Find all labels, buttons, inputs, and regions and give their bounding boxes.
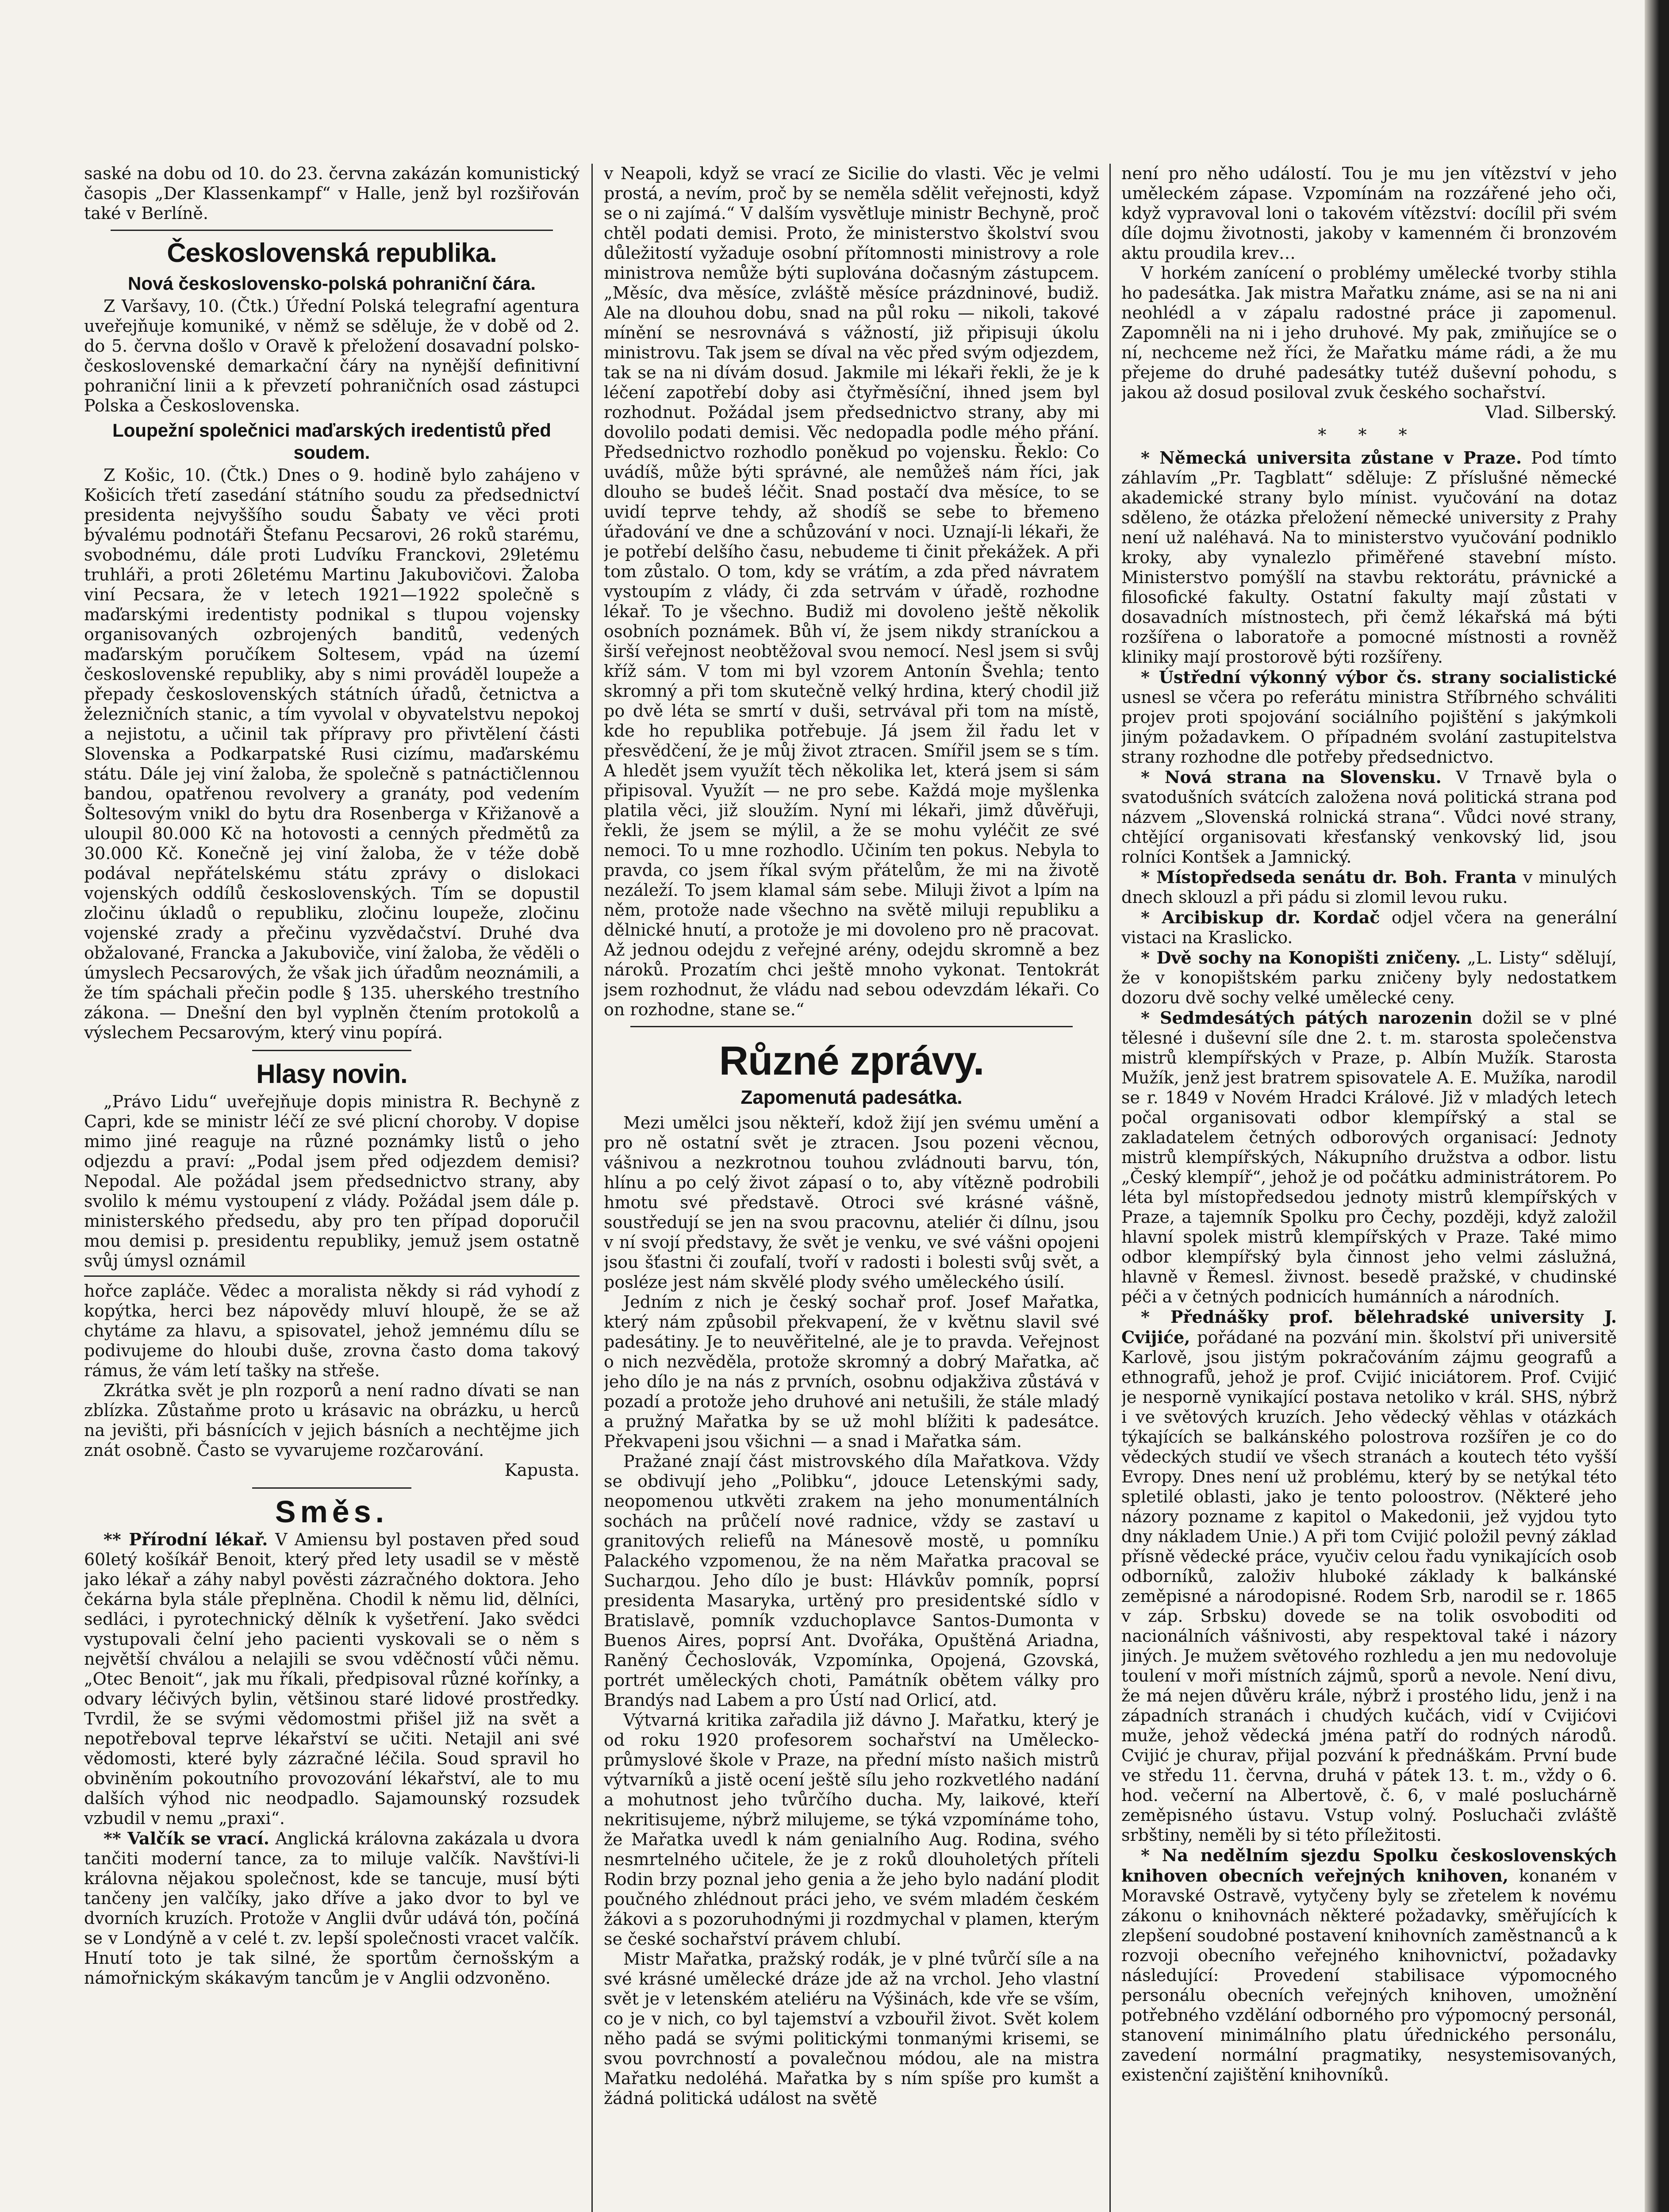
- article-text-soud: Z Košic, 10. (Čtk.) Dnes o 9. hodině bylo zahájeno v Košicích třetí zasedání státního soudu za předsednictví presidenta nejvyššího soudu Šabaty ve věci proti bývalému podnotáři Štefanu Pecsarovi, 26 roků starému, svobodnému, dále proti Ludvíku Franckovi, 29letému truhláři, a proti 26letému Martinu Jakubovičovi. Žaloba viní Pecsara, že v letech 1921—1922 společně s maďarskými iredentisty podnikal s tlupou vojensky organisovaných ozbrojených banditů, vedených maďarským poručíkem Soltesem, vpád na území československé republiky, aby s nimi prováděl loupeže a přepady československých státních úřadů, četnictva a železničních stanic, a tím vyvolal v obyvatelstvu nepokoj a nejistotu, a učinil tak přípravy pro přivtělení části Slovenska a Podkarpatské Rusi cizímu, maďarskému státu. Dále jej viní žaloba, že společně s patnáctičlennou bandou, opatřenou revolvery a granáty, pod vedením Šoltesovým vnikl do bytu dra Rosenberga v Křižanově a uloupil 80.000 Kč na hotovosti a cenných předmětů za 30.000 Kč. Konečně jej viní žaloba, že v téže době podával nepřátelskému státu zprávy o dislokaci vojenských oddílů československých. Tím se dopustil zločinu úkladů o republiku, zločinu loupeže, zločinu vojenské zrady a přečinu vyzvědačství. Druhé dva obžalované, Francka a Jakuboviče, viní žaloba, že věděli o úmyslech Pecsarových, že však jich úřadům neoznámili, a že tím spáchali přečin podle § 135. uherského trestního zákona. — Dnešní den byl vyplněn čtením protokolů a výslechem Pecsarovým, který vinu popírá.: [84, 465, 579, 1042]
- news-title-universita: * Německá universita zůstane v Praze.: [1141, 448, 1522, 468]
- news-title-kordac: * Arcibiskup dr. Kordač: [1141, 907, 1380, 927]
- section-title-smes: Směs.: [275, 1494, 389, 1529]
- section-title-ruzne-zpravy: Různé zprávy.: [719, 1038, 984, 1083]
- section-title-ceskoslovenska-republika: Československá republika.: [167, 238, 497, 268]
- column-1: [84, 164, 579, 2212]
- article-text-padesatka-3: Pražané znají část mistrovského díla Mařatkova. Vždy se obdivují jeho „Polibku“, jdouce Letenskými sady, neopomenou utkvěti zrakem na jeho monumentálních sochách na průčelí nové radnice, vždy se zastaví u granitových reliefů na Mánesově mostě, u pomníku Palackého vzpomenou, že na něm Mařatka pracoval se Sucharдou. Jeho dílo je bust: Hlávkův pomník, poprsí presidenta Masaryka, urtěný pro presidentské sídlo v Bratislavě, pomník vzduchoplavce Santos-Dumonta v Buenos Aires, poprsí Ant. Dvořáka, Opuštěná Ariadna, Raněný Čechoslovák, Vzpomínka, Opojená, Gzovská, portrét uměleckých choti, Památník obětem války pro Brandýs nad Labem a pro Ústí nad Orlicí, atd.: [604, 1452, 1099, 1710]
- news-title-franta: * Místopředseda senátu dr. Boh. Franta: [1141, 867, 1517, 887]
- news-title-strana: * Nová strana na Slovensku.: [1141, 767, 1442, 787]
- news-text-narozeniny: dožil se v plné tělesné i duševní síle dne 2. t. m. starosta společenstva mistrů klempířských v Praze, p. Albín Mužík. Starosta Mužík, jenž jest bratrem spisovatele A. E. Mužíka, narodil se r. 1849 v Novém Hradci Králové. Již v mladých letech počal organisovati odbor klempířský a stal se zakladatelem četných odborových organisací: Jednoty mistrů klempířských, Nákupního družstva a odbor. listu „Český klempíř“, jehož je od počátku administrátorem. Po léta byl místopředsedou jednoty mistrů klempířských v Praze, a tajemník Spolku pro Čechy, později, když založil hlavní spolek mistrů klempířských v Praze. Také mimo odbor klempířský byla činnost jeho velmi záslužná, hlavně v Řemesl. živnost. besedě pražské, v chudinské péči a v četných podnicích humánních a národních.: [1121, 1008, 1617, 1306]
- news-text-cvijic: pořádané na pozvání min. školství při universitě Karlově, jsou jistým pokračováním zájmu geografů a ethnografů, jehož je prof. Cvijić iniciátorem. Prof. Cvijić je nesporně vynikající postava netoliko v král. SHS, nýbrž i ve světových kruzích. Jeho vědecký věhlas v otázkách týkajících se balkánského polostrova rozšířen je co do vědeckých studií ve všech stranách a koutech této vyšší Evropy. Dnes není už problému, který by se netýkal této spletilé oblasti, jako je tento poloostrov. (Některé jeho názory pozname z kapitol o Makedonii, jež vyjdou tyto dny nákladem Unie.) A při tom Cvijić položil pevný základ přísně vědecké práce, vyučiv celou řadu vynikajících osob odborníků, založiv hluboké základy k balkánské zeměpisné a národopisné. Rodem Srb, narodil se r. 1865 v záp. Srbsku) dovede se na tolik osvoboditi od nacionálních vášnivosti, aby respektoval také i názory jiných. Je mužem světového rozhledu a jen mu nedovoluje toulení v moři místních zájmů, sporů a nevole. Není divu, že má nejen důvěru krále, nýbrž i prostého lidu, jenž i na západních stranách i chudých kučách, vidí v Cvijićovi muže, jehož vědecká jména patří do rodných národů. Cvijić je churav, přijal pozvání k přednáškám. První bude ve středu 11. června, druhá v pátek 13. t. m., vždy o 6. hod. večerní na Albertově, č. 6, v malé posluchárně zeměpisného ústavu. Vstup volný. Posluchači zvláště srbštiny, neměli by si této příležitosti.: [1121, 1328, 1617, 1845]
- newspaper-page: [84, 164, 1623, 2212]
- news-title-vybor: * Ústřední výkonný výbor čs. strany socialistické: [1141, 667, 1617, 687]
- divider: [111, 230, 553, 231]
- article-text-padesatka-1: Mezi umělci jsou někteří, kdož žijí jen svému umění a pro ně ostatní svět je ztracen. Jsou pozeni věcnou, vášnivou a nezkrotnou touhou zvládnouti barvu, tón, hlínu a po celý život zápasí o to, aby vítězně podrobili hmotu své představě. Otroci své krásné vášně, soustředují se jen na svou pracovnu, ateliér či dílnu, jsou v ní svojí představy, že svět je venku, ve své vášni opojeni jsou šťastni či zoufalí, tvoří v radosti i bolesti svůj svět, a posléze jest nám skvělé plody svého uměleckého úsilí.: [604, 1113, 1099, 1292]
- article-text-padesatka-2: Jedním z nich je český sochař prof. Josef Mařatka, který nám způsobil překvapení, že v květnu slavil své padesátiny. Je to neuvěřitelné, ale je to pravda. Veřejnost o nich nezvěděla, protože skromný a dobrý Mařatka, ač jeho dílo je na nás z prvních, osobnu odjakživa zůstává v pozadí a protože jeho druhové ani netušili, že stále mladý a pružný Mařatka by se už mohl blížiti k padesátce. Překvapeni jsou všichni — a snad i Mařatka sám.: [604, 1292, 1099, 1451]
- separator-stars: * * *: [1318, 425, 1420, 445]
- item-text-valcik: Anglická královna zakázala u dvora tančiti moderní tance, za to miluje valčík. Navštívi-li královna nějakou společnost, kde se tancuje, musí býti tančeny jen valčíky, jako dříve a jako dvor to byl ve dvorních kruzích. Protože v Anglii dvůr udává tón, počíná se v Londýně a v celé t. zv. lepší společnosti vracet valčík. Hnutí toto je tak silné, že sportům černošským a námořnickým skákavým tancům je v Anglii odzvoněno.: [84, 1829, 579, 1988]
- item-title-lekar: ** Přírodní lékař.: [104, 1529, 268, 1549]
- column-divider-1: [591, 164, 593, 2212]
- column-2: [604, 164, 1099, 2212]
- news-title-knihovny: * Na nedělním sjezdu Spolku československých knihoven obecních veřejných knihoven,: [1121, 1845, 1617, 1886]
- column-divider-2: [1109, 164, 1111, 2212]
- column-3: [1121, 164, 1617, 2212]
- news-text-franta: v minulých dnech sklouzl a při pádu si zlomil levou ruku.: [1121, 868, 1617, 907]
- news-text-vybor: usnesl se včera po referátu ministra Stříbrného schváliti projev proti spojování sociálního pojištění s jakýmkoli jiným požadavkem. O případném svolání zastupitelstva strany rozhodne dle potřeby předsednictvo.: [1121, 687, 1617, 767]
- news-text-universita: Pod tímto záhlavím „Pr. Tagblatt“ sděluje: Z příslušné německé akademické strany bylo mínist. vyučování na dotaz sděleno, že otázka přeložení německé university z Prahy není už naléhavá. Na to ministerstvo vyučování podniklo kroky, aby vynalezlo přiměřené stavební místo. Ministerstvo pomýšlí na stavbu rektorátu, právnické a filosofické fakulty. Ostatní fakulty mají zůstati v dosavadních místnostech, při čemž lékařská má býti rozšířena o laboratoře a pomocné místnosti a rovněž kliniky mají prostorově býti rozšířeny.: [1121, 448, 1617, 667]
- padesatka-continued: není pro něho událostí. Tou je mu jen vítězství v jeho uměleckém zápase. Vzpomínám na rozzářené jeho oči, když vypravoval loni o takovém vítězství: docílil při svém díle dojmu životnosti, jakoby v kamenném či bronzovém aktu proudila krev…: [1121, 164, 1617, 263]
- article-title-padesatka: Zapomenutá padesátka.: [740, 1087, 963, 1108]
- author-signature: Vlad. Silberský.: [1485, 403, 1617, 422]
- news-title-cvijic: * Přednášky prof. bělehradské university J. Cvijiće,: [1121, 1307, 1617, 1347]
- intro-paragraph: saské na dobu od 10. do 23. června zakázán komunistický časopis „Der Klassenkampf“ v Halle, jenž byl rozšiřován také v Berlíně.: [84, 164, 579, 223]
- hlasy-text-2: hořce zapláče. Vědec a moralista někdy si rád vyhodí z kopýtka, herci bez nápovědy mluví hloupě, že se až chytáme za hlavu, a spisovatel, jehož jemnému dílu se podivujeme do hloubi duše, zrovna často doma takový rámus, že vám letí tašky na střeše.: [84, 1281, 579, 1380]
- item-text-lekar: V Amiensu byl postaven před soud 60letý košíkář Benoit, který před lety usadil se v městě jako lékař a záhy nabyl pověsti zázračného doktora. Jeho čekárna byla stále přeplněna. Chodil k němu lid, dělníci, sedláci, i pyrotechnický dělník k vyšetření. Jako svědci vystupovali čelní jeho pacienti vyskovali se o něm s největší chválou a nelajili se svou vděčností vůči němu. „Otec Benoit“, jak mu říkali, předpisoval různé kořínky, a odvary léčivých bylin, většinou staré lidové prostředky. Tvrdil, že se svými vědomostmi přišel již na svět a nepotřeboval teprve lékařství se učiti. Netajil ani své vědomosti, které byly zázračné léčila. Soud spravil ho obviněním pokoutního provozování lékařství, ale to mu dalších výhod nic neodpadlo. Sajamounský rozsudek vzbudil v nemu „praxi“.: [84, 1530, 579, 1828]
- divider: [252, 1487, 411, 1489]
- hlasy-text-3: Zkrátka svět je pln rozporů a není radno dívati se nan zblízka. Zůstaňme proto u krásavic na obrázku, u herců na jevišti, při básnících v jejich básních a nechtějme jich znát osobně. Často se vyvarujeme rozčarování.: [84, 1381, 579, 1460]
- bechyne-letter-continued: v Neapoli, když se vrací ze Sicilie do vlasti. Věc je velmi prostá, a nevím, proč by se neměla sdělit veřejnosti, když se o ni zajímá.“ V dalším vysvětluje ministr Bechyně, proč chtěl podati demisi. Proto, že ministerstvo školství svou důležitostí vyžaduje osobní přítomnosti ministrovy a role ministrova nemůže býti suplována dočasným zástupcem. „Měsíc, dva měsíce, zvláště měsíce prázdninové, budiž. Ale na dlouhou dobu, snad na půl roku — nikoli, takové mínění se nesrovnává s vážností, již připisuji úkolu ministrovu. Tak jsem se díval na věc před svým odjezdem, tak se na ni dívám dosud. Jakmile mi lékaři řekli, že je k léčení zapotřebí doby asi čtyřměsíční, ihned jsem byl rozhodnut. Požádal jsem předsednictvo strany, aby mi dovolilo podati demisi. Věc nedopadla podle mého přání. Předsednictvo rozhodlo poněkud po vojensku. Řeklo: Co uvádíš, může býti správné, ale nemůžeš nám říci, jak dlouho se budeš léčit. Snad postačí dva měsíce, to se uvidí teprve tehdy, až shodíš se sebe to břemeno úřadování ve dne a schůzování v noci. Uznají-li lékaři, že je potřebí delšího času, nebudeme ti činit překážek. A při tom zůstalo. O tom, kdy se vrátím, a zda před návratem vystoupím z vlády, či zda setrvám v úřadě, rozhodne lékař. To je všechno. Budiž mi dovoleno ještě několik osobních poznámek. Bůh ví, že jsem nikdy straníckou a širší veřejnost neobtěžoval svou nemocí. Nesl jsem si svůj kříž sám. V tom mi byl vzorem Antonín Švehla; tento skromný a při tom skutečně velký hrdina, který chodil již po dvě léta se smrtí v duši, setrvával při tom na místě, kde ho republika potřebuje. Já jsem žil řadu let v přesvědčení, že je můj život ztracen. Smířil jsem se s tím. A hledět jsem využít těch několika let, která jsem si sám připisoval. Využít — ne pro sebe. Každá moje myšlenka platila věci, již sloužím. Nyní mi lékaři, jimž důvěřuji, řekli, že jsem se mýlil, a že se mohu vyléčit ze své nemoci. To u mne rozhodlo. Učiním ten pokus. Nebyla to pravda, co jsem říkal svým přátelům, že mi na životě nezáleží. To jsem klamal sám sebe. Miluji život a lpím na něm, protože nade všechno na světě miluji republiku a dělnické hnutí, a protože je mi dovoleno pro ně pracovat. Až jednou odejdu z veřejné arény, odejdu skromně a bez nároků. Prozatím chci ještě mnoho vykonat. Tentokrát jsem rozhodnut, že vládu nad sebou odevzdám lékaři. Co on rozhodne, stane se.“: [604, 164, 1099, 1019]
- news-text-knihovny: konaném v Moravské Ostravě, vytyčeny byly se zřetelem k novému zákonu o knihovnách některé požadavky, směřujících k zlepšení soudobné postavení knihovních zaměstnanců a k rozvoji obecního veřejného knihovnictví, požadavky následující: Provedení stabilisace výpomocného personálu obecních veřejných knihoven, umožnění potřebného vzdělání odborného pro výpomocný personál, stanovení minimálního platu úřednického personálu, zavedení normální pragmatiky, nesystemisovaných, existenční zajištění knihovníků.: [1121, 1866, 1617, 2085]
- page-edge-shadow: [1645, 0, 1669, 2212]
- hlasy-text: „Právo Lidu“ uveřejňuje dopis ministra R. Bechyně z Capri, kde se ministr léčí ze své plicní choroby. V dopise mimo jiné reaguje na různé poznámky listů o jeho odjezdu a praví: „Podal jsem před odjezdem demisi? Nepodal. Ale požádal jsem předsednictvo strany, aby svolilo k mému vystoupení z vlády. Požádal jsem dále p. ministerského předsedu, aby pro ten případ doporučil mou demisi p. presidentu republiky, jemuž jsem ostatně svůj úmysl oznámil: [84, 1092, 579, 1271]
- divider: [630, 1026, 1073, 1027]
- article-title-soud: Loupežní společnici maďarských iredentistů před soudem.: [112, 420, 551, 463]
- news-text-strana: V Trnavě byla o svatodušních svátcích založena nová politická strana pod názvem „Slovenská rolnická strana“. Vůdci nové strany, chtějící organisovati křesťanský venkovský lid, jsou rolníci Kontšek a Jamnický.: [1121, 768, 1617, 867]
- article-text-hranice: Z Varšavy, 10. (Čtk.) Úřední Polská telegrafní agentura uveřejňuje komuniké, v němž se sděluje, že v době od 2. do 5. června došlo v Oravě k přeložení dosavadní polsko-československé demarkační čáry na nynější definitivní pohraniční linii a k převzetí pohraničních osad zástupci Polska a Československa.: [84, 296, 579, 415]
- section-title-hlasy-novin: Hlasy novin.: [256, 1059, 407, 1089]
- article-title-hranice: Nová československo-polská pohraniční čára.: [127, 273, 536, 294]
- news-text-sochy: „L. Listy“ sdělují, že v konopištském parku zničeny byly nedostatkem dozoru dvě sochy velké umělecké ceny.: [1121, 948, 1617, 1007]
- divider: [84, 1275, 579, 1277]
- news-title-sochy: * Dvě sochy na Konopišti zničeny.: [1141, 948, 1461, 968]
- article-text-padesatka-5: Mistr Mařatka, pražský rodák, je v plné tvůrčí síle a na své krásné umělecké dráze jde až na vrchol. Jeho vlastní svět je v letenském ateliéru na Výšinách, kde vře se vším, co je v nich, co byl tajemství a vzbouřil život. Svět kolem něho padá se svými politickými tonmanými krisemi, se svou povrchností a povalečnou módou, ale na mistra Mařatku nedoléhá. Mařatka by s ním spíše pro kumšt a žádná politická událost na světě: [604, 1949, 1099, 2108]
- item-title-valcik: ** Valčík se vrací.: [104, 1828, 269, 1848]
- article-text-padesatka-4: Výtvarná kritika zařadila již dávno J. Mařatku, který je od roku 1920 profesorem sochařství na Umělecko-průmyslové škole v Praze, na přední místo našich mistrů výtvarníků a jistě ocení ještě sílu jeho rozkvetlého nadání a mohutnost jeho tvůrčího ducha. My, laikové, kteří nekritisujeme, nýbrž milujeme, se týká vzpomínáme toho, že Mařatka uvedl k nám genialního Aug. Rodina, svého nesmrtelného učitele, že je z roků dlouholetých příteli Rodin brzy poznal jeho genia a že jeho bylo nadání plodit poučného zhlédnout práci jeho, ve svém mladém českém žákovi a s pozoruhodnými ji rozdmychal v plamen, kterým se české sochařství právem chlubí.: [604, 1710, 1099, 1949]
- news-title-narozeniny: * Sedmdesátých pátých narozenin: [1141, 1008, 1473, 1028]
- padesatka-continued-2: V horkém zanícení o problémy umělecké tvorby stihla ho padesátka. Jak mistra Mařatku známe, asi se na ni ani neohlédl a v zápalu radostné práce ji zapomenul. Zapomněli na ni i jeho druhové. My pak, zmiňujíce se o ní, nechceme než říci, že Mařatku máme rádi, a že mu přejeme do druhé padesátky tutéž duševní pohodu, s jakou až dosud posiloval zvuk českého sochařství.: [1121, 263, 1617, 402]
- divider: [252, 1050, 411, 1051]
- author-signature: Kapusta.: [504, 1460, 579, 1480]
- news-text-kordac: odjel včera na generální vistaci na Kraslicko.: [1121, 908, 1617, 947]
